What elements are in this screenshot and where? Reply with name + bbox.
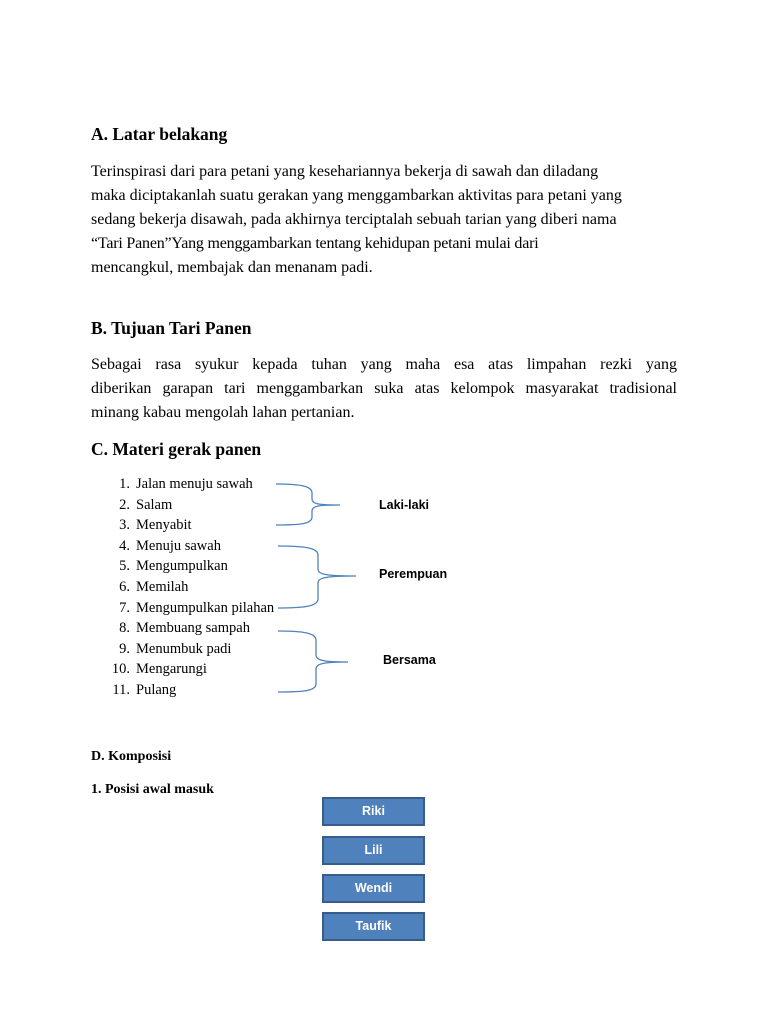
list-item: 7. Mengumpulkan pilahan: [119, 599, 275, 616]
name-box-riki: Riki: [322, 797, 425, 826]
list-item: 11. Pulang: [112, 682, 177, 698]
section-a-line: “Tari Panen”Yang menggambarkan tentang kehidupan petani mulai dari: [91, 235, 539, 252]
name-box-taufik: Taufik: [322, 912, 425, 941]
list-item: 5. Mengumpulkan: [119, 558, 228, 575]
section-b-line: Sebagai rasa syukur kepada tuhan yang maha esa atas limpahan rezki yang: [91, 356, 677, 373]
group-label-laki-laki: Laki-laki: [379, 498, 430, 512]
list-item: 9. Menumbuk padi: [119, 640, 232, 657]
brace-perempuan: [278, 546, 356, 608]
name-box-lili: Lili: [322, 836, 425, 865]
section-a-line: maka diciptakanlah suatu gerakan yang menggambarkan aktivitas para petani yang: [91, 187, 622, 204]
list-item: 2. Salam: [119, 496, 173, 513]
list-item: 10. Mengarungi: [111, 661, 207, 678]
section-b-line: minang kabau mengolah lahan pertanian.: [91, 404, 355, 421]
list-item: 3. Menyabit: [119, 517, 192, 534]
section-a-title: A. Latar belakang: [91, 124, 228, 144]
section-b-line: diberikan garapan tari menggambarkan suka atas kelompok masyarakat tradisional: [91, 380, 677, 397]
section-a-line: mencangkul, membajak dan menanam padi.: [91, 259, 373, 276]
group-label-bersama: Bersama: [383, 653, 436, 667]
list-item: 4. Menuju sawah: [119, 537, 221, 554]
section-c-title: C. Materi gerak panen: [91, 439, 262, 459]
section-d-title: D. Komposisi: [91, 749, 172, 764]
section-d-subtitle: 1. Posisi awal masuk: [91, 782, 214, 797]
section-a-line: Terinspirasi dari para petani yang kesehariannya bekerja di sawah dan diladang: [91, 163, 599, 180]
list-item: 1. Jalan menuju sawah: [119, 476, 253, 492]
brace-bersama: [278, 631, 348, 692]
name-box-wendi: Wendi: [322, 874, 425, 903]
section-b-title: B. Tujuan Tari Panen: [91, 318, 252, 338]
group-label-perempuan: Perempuan: [379, 567, 448, 581]
list-item: 6. Memilah: [119, 579, 189, 595]
brace-laki-laki: [276, 484, 340, 525]
section-a-line: sedang bekerja disawah, pada akhirnya terciptalah sebuah tarian yang diberi nama: [91, 211, 617, 228]
list-item: 8. Membuang sampah: [119, 620, 250, 637]
